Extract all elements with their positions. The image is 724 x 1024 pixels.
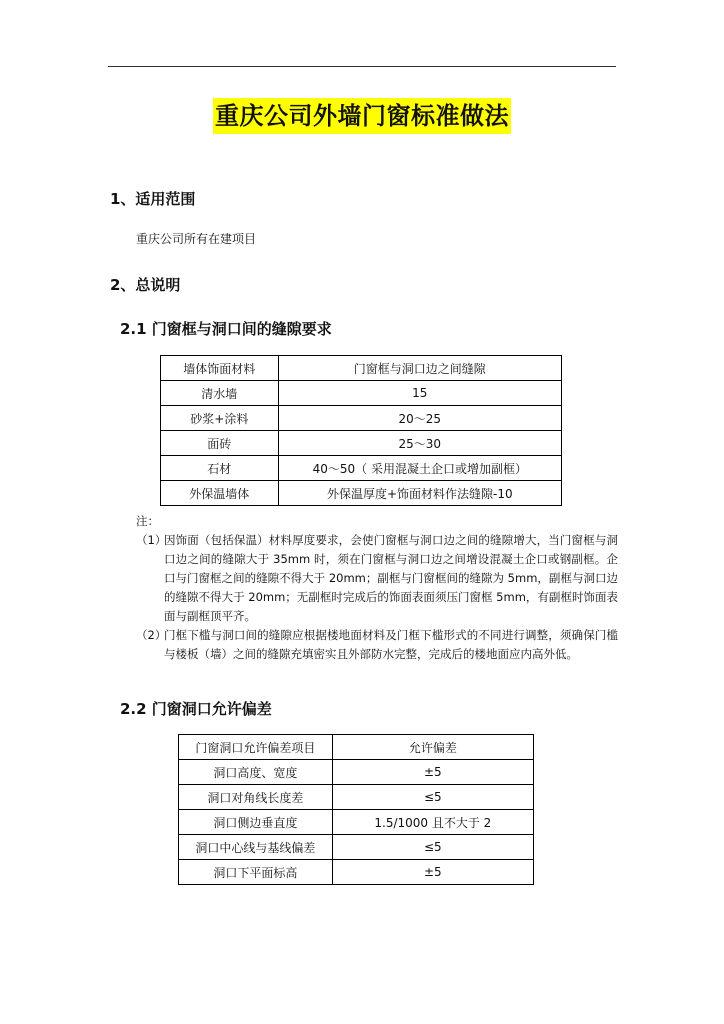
table-row [161, 481, 562, 506]
note-number: （2） [136, 628, 167, 642]
table-cell: 洞口对角线长度差 [179, 785, 333, 810]
table-row [179, 785, 534, 810]
section-2-heading: 2、总说明 [110, 276, 181, 294]
notes-block [136, 512, 618, 664]
table-row [179, 835, 534, 860]
subsection-2-2-heading: 2.2 门窗洞口允许偏差 [120, 700, 272, 718]
document-title: 重庆公司外墙门窗标准做法 [213, 98, 511, 134]
table-header-cell: 门窗框与洞口边之间缝隙 [278, 356, 561, 381]
table-row [161, 456, 562, 481]
table-cell: 外保温厚度+饰面材料作法缝隙-10 [278, 481, 561, 506]
section-1-text: 重庆公司所有在建项目 [136, 232, 257, 246]
table-cell: 40～50（ 采用混凝土企口或增加副框） [278, 456, 561, 481]
note-text: 门框下槛与洞口间的缝隙应根据楼地面材料及门框下槛形式的不同进行调整，须确保门槛与楼板（墙）之间的缝隙充填密实且外部防水完整，完成后的楼地面应内高外低。 [164, 628, 618, 661]
notes-label: 注： [136, 514, 159, 528]
table-cell: 砂浆+涂料 [161, 406, 279, 431]
table-header-cell: 门窗洞口允许偏差项目 [179, 735, 333, 760]
table-cell: 面砖 [161, 431, 279, 456]
table-row [179, 760, 534, 785]
header-rule [108, 66, 616, 67]
table-row [161, 431, 562, 456]
subsection-2-1-heading: 2.1 门窗框与洞口间的缝隙要求 [120, 320, 332, 338]
table-cell: 清水墙 [161, 381, 279, 406]
table-cell: 外保温墙体 [161, 481, 279, 506]
note-text: 因饰面（包括保温）材料厚度要求，会使门窗框与洞口边之间的缝隙增大，当门窗框与洞口边之间的缝隙大于 35mm 时，须在门窗框与洞口边之间增设混凝土企口或钢副框。企口与门窗框之间的缝隙不得大于 20mm；副框与门窗框间的缝隙为 5mm，副框与洞口边的缝隙不得大于 20mm；无副框时完成后的饰面表面须压门窗框 5mm，有副框时饰面表面与副框顶平齐。 [164, 533, 618, 623]
table-header-row [179, 735, 534, 760]
table-header-cell: 墙体饰面材料 [161, 356, 279, 381]
table-cell: ±5 [332, 760, 533, 785]
table-cell: ≤5 [332, 835, 533, 860]
table-header-cell: 允许偏差 [332, 735, 533, 760]
note-item [136, 531, 618, 626]
table-cell: 洞口侧边垂直度 [179, 810, 333, 835]
table-cell: ≤5 [332, 785, 533, 810]
table-cell: 洞口中心线与基线偏差 [179, 835, 333, 860]
note-number: （1） [136, 533, 167, 547]
table-cell: 15 [278, 381, 561, 406]
table-cell: ±5 [332, 860, 533, 885]
table-cell: 25～30 [278, 431, 561, 456]
table-cell: 1.5/1000 且不大于 2 [332, 810, 533, 835]
table-row [161, 406, 562, 431]
table-cell: 20～25 [278, 406, 561, 431]
section-1-heading: 1、适用范围 [110, 190, 196, 208]
title-block [0, 98, 724, 134]
gap-requirements-table [160, 355, 562, 506]
table-cell: 石材 [161, 456, 279, 481]
table-header-row [161, 356, 562, 381]
note-item [136, 626, 618, 664]
tolerance-table [178, 734, 534, 885]
table-row [179, 860, 534, 885]
table-cell: 洞口高度、宽度 [179, 760, 333, 785]
table-cell: 洞口下平面标高 [179, 860, 333, 885]
table-row [179, 810, 534, 835]
table-row [161, 381, 562, 406]
